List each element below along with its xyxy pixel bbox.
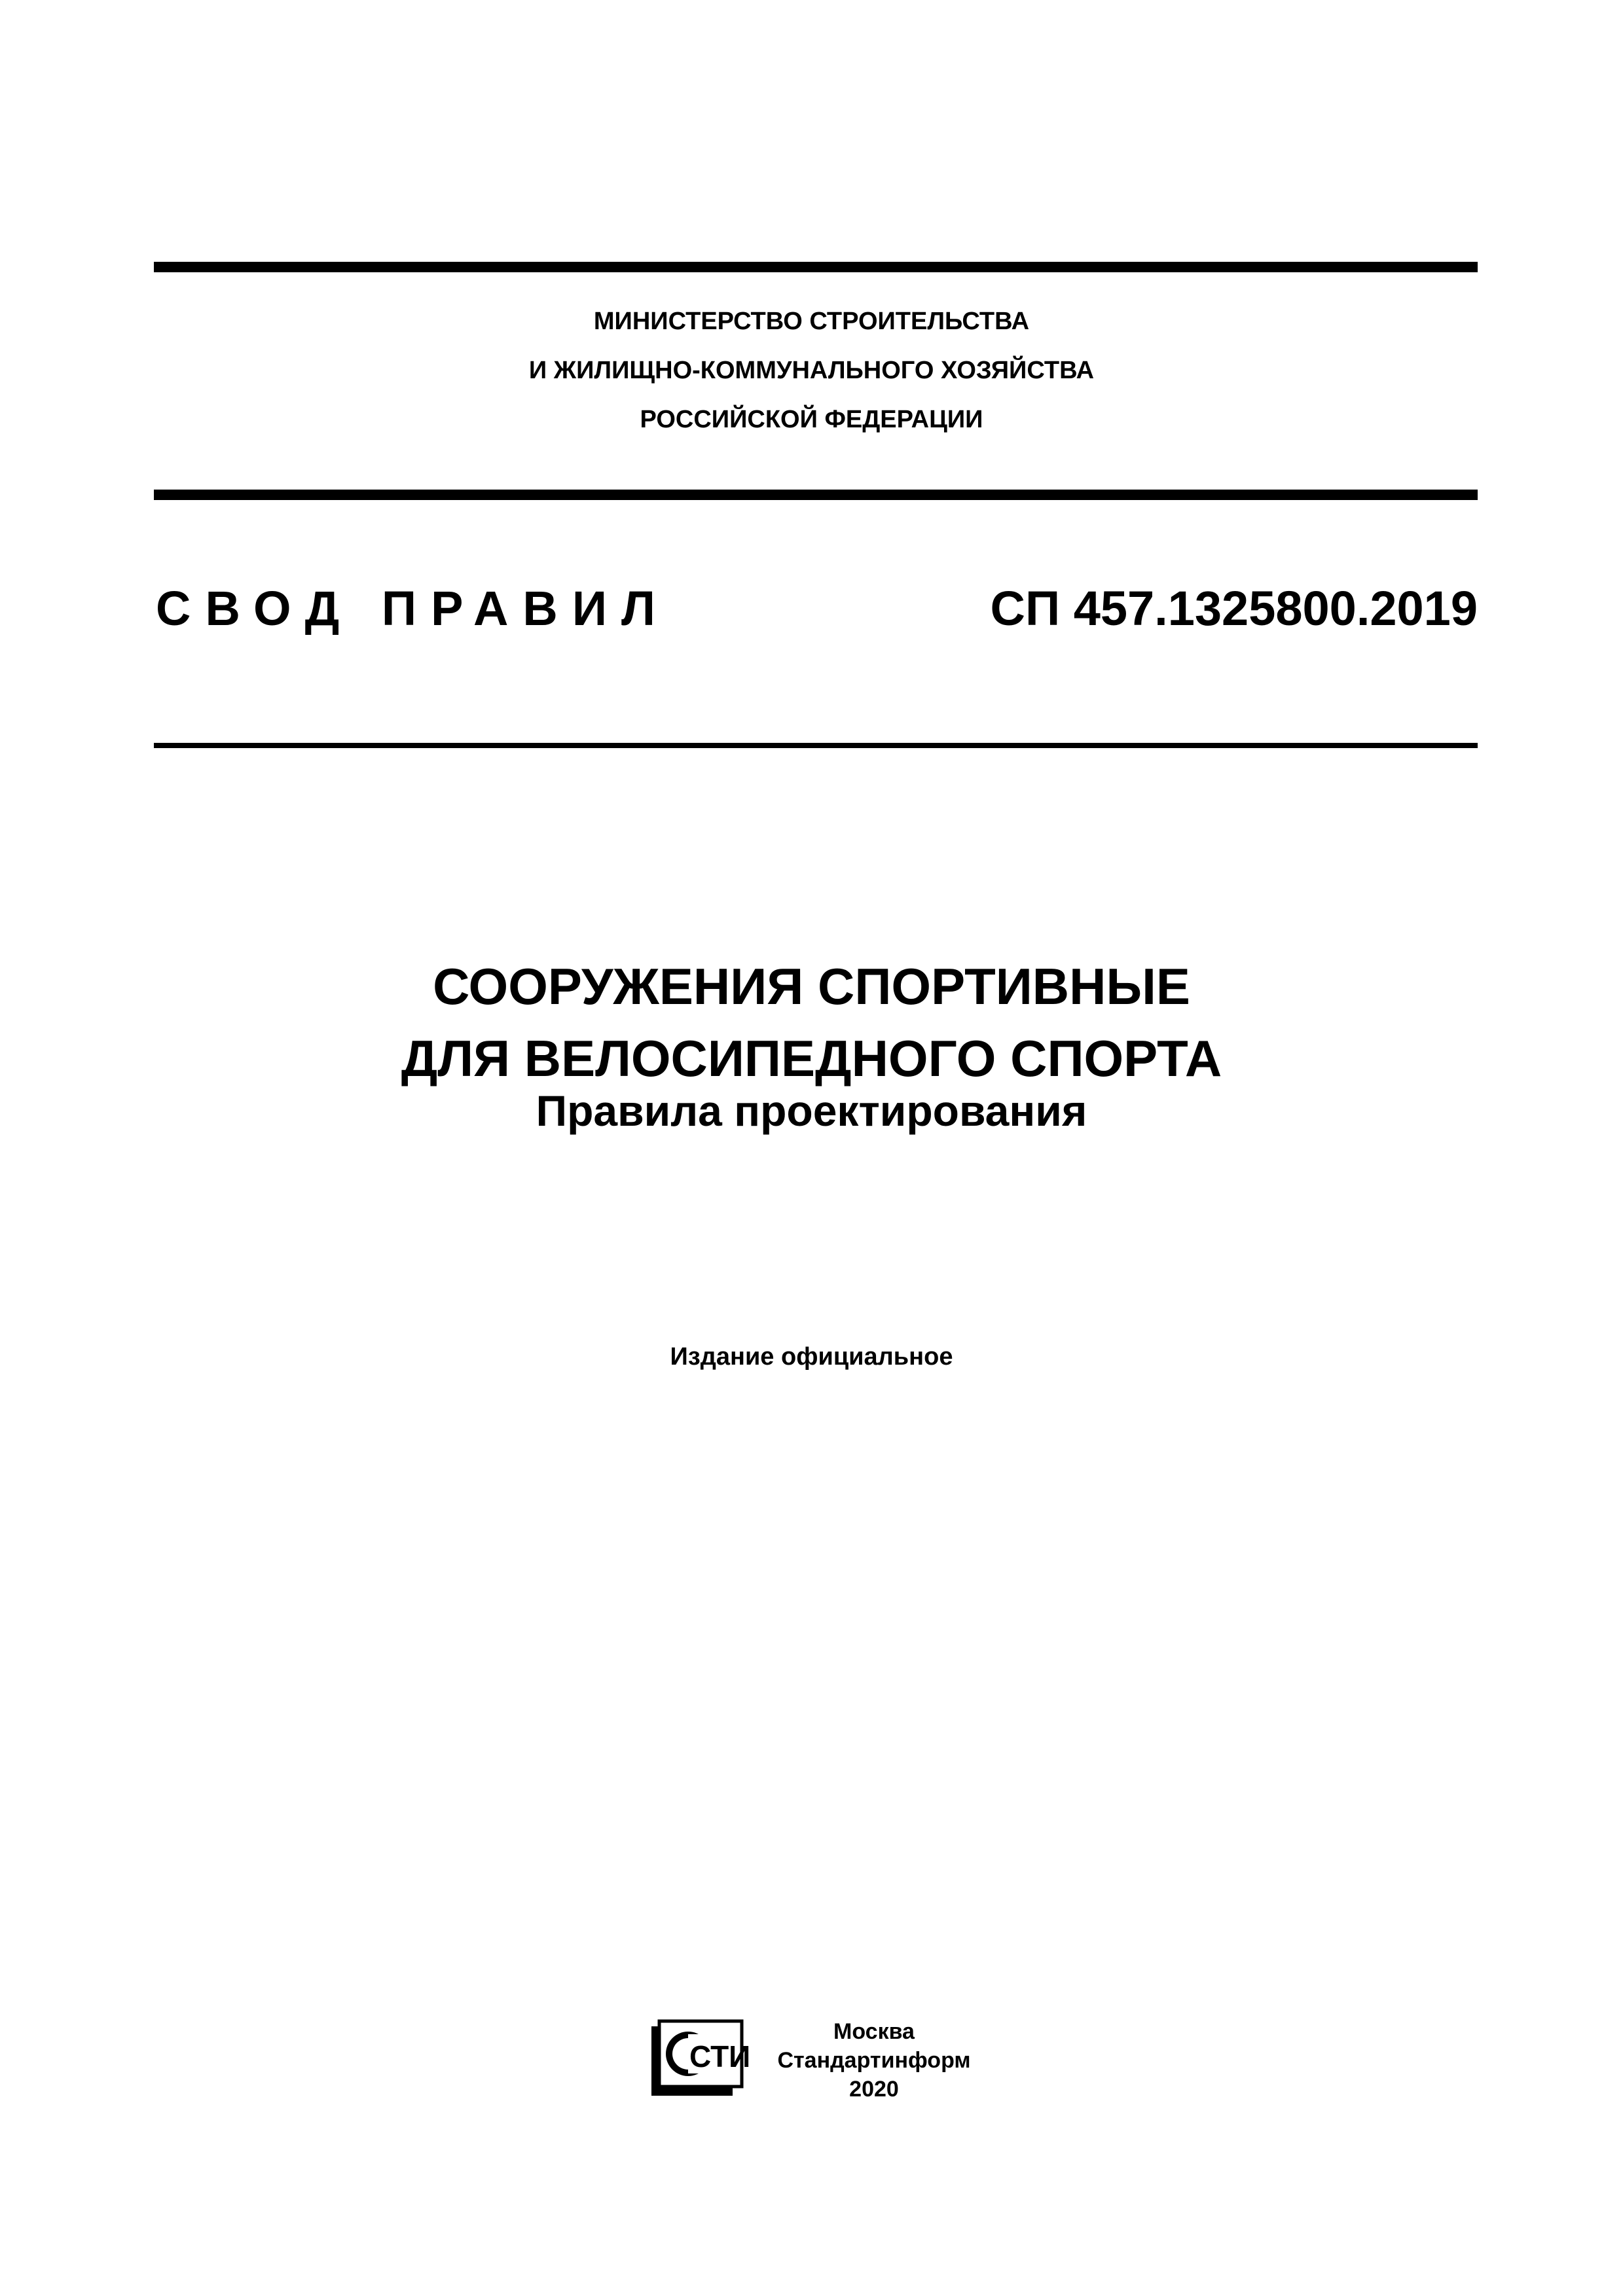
publisher-city: Москва [833, 2019, 915, 2044]
bottom-divider [154, 743, 1478, 748]
top-divider [154, 262, 1478, 272]
ministry-line-3: РОССИЙСКОЙ ФЕДЕРАЦИИ [640, 406, 983, 433]
logo-lettering: СТИ [689, 2039, 751, 2073]
document-type: СВОД ПРАВИЛ [156, 581, 670, 636]
document-subtitle: Правила проектирования [536, 1086, 1087, 1135]
title-line-1: СООРУЖЕНИЯ СПОРТИВНЫЕ [433, 958, 1190, 1015]
standartinform-logo-icon [650, 2020, 751, 2097]
document-title [0, 950, 1623, 1094]
middle-divider [154, 490, 1478, 500]
publisher-imprint [763, 2017, 985, 2104]
document-code: СП 457.1325800.2019 [990, 581, 1478, 636]
title-line-2: ДЛЯ ВЕЛОСИПЕДНОГО СПОРТА [401, 1030, 1222, 1087]
ministry-line-2: И ЖИЛИЩНО-КОММУНАЛЬНОГО ХОЗЯЙСТВА [528, 357, 1095, 384]
publisher-name: Стандартинформ [777, 2048, 971, 2073]
ministry-name [0, 297, 1623, 444]
publication-year: 2020 [849, 2077, 899, 2102]
edition-label: Издание официальное [670, 1343, 953, 1371]
ministry-line-1: МИНИСТЕРСТВО СТРОИТЕЛЬСТВА [593, 308, 1030, 335]
